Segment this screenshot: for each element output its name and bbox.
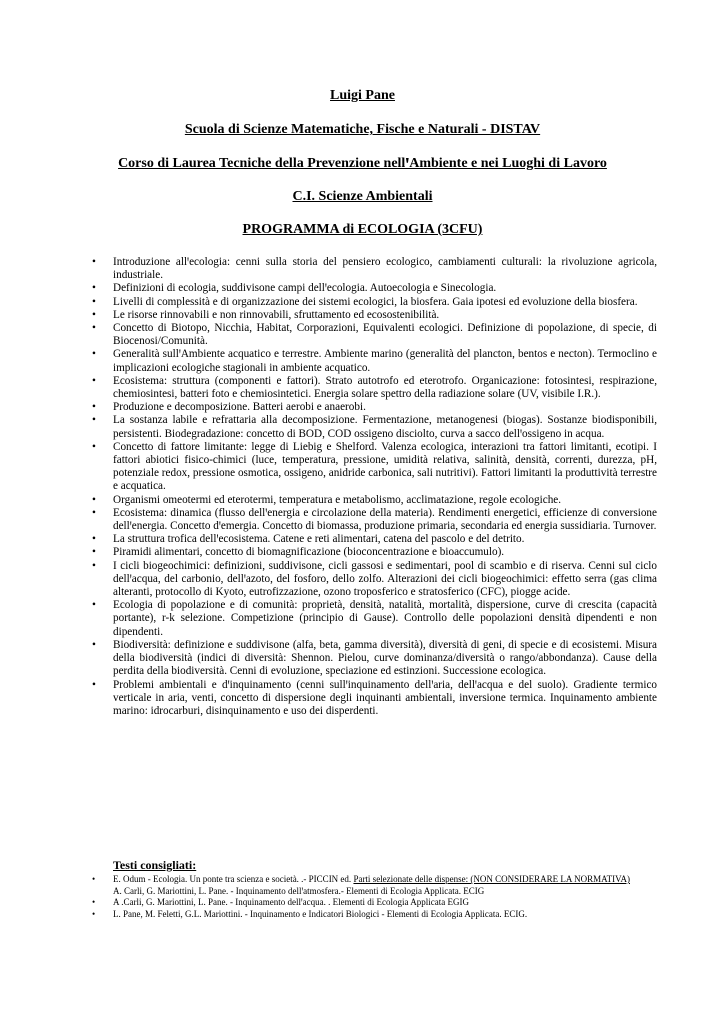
list-item: • Ecosistema: dinamica (flusso dellꞌenergia e circolazione della materia). Rendimenti energetici, efficienze di conversione dellꞌenergia. Concetto dꞌemergia. Concetto di biomassa, produzione primaria, secondaria ed energia sussidiaria. Turnover. bbox=[92, 507, 657, 533]
school-heading: Scuola di Scienze Matematiche, Fische e Naturali - DISTAV bbox=[184, 122, 541, 137]
list-item: • Produzione e decomposizione. Batteri aerobi e anaerobi. bbox=[92, 401, 657, 414]
list-item: • Biodiversità: definizione e suddivisone (alfa, beta, gamma diversità), diversità di geni, di specie e di ecosistemi. Misura della biodiversità (indici di diversità: Shennon. Pielou, curve dominanza/diversità o rango/abbondanza). Cause della perdita della biodiversità. Cenni di evoluzione, speciazione ed estinzioni. Successione ecologica. bbox=[92, 639, 657, 679]
list-item: • Definizioni di ecologia, suddivisone campi dellꞌecologia. Autoecologia e Sinecologia. bbox=[92, 282, 657, 295]
list-item: • Ecologia di popolazione e di comunità: proprietà, densità, natalità, mortalità, dispersione, curve di crescita (capacità portante), r-k selezione. Competizione (principio di Gause). Controllo delle popolazioni densità dipendenti e non dipendenti. bbox=[92, 599, 657, 639]
list-item: • I cicli biogeochimici: definizioni, suddivisone, cicli gassosi e sedimentari, pool di scambio e di riserva. Cenni sul ciclo dellꞌacqua, del carbonio, dellꞌazoto, del fosforo, dello zolfo. Alterazioni dei cicli biogeochimici: effetto serra (gas clima alteranti, protocollo di Kyoto, eutrofizzazione, ozono troposferico e stratosferico (CFC), piogge acide. bbox=[92, 560, 657, 600]
list-item: • Introduzione allꞌecologia: cenni sulla storia del pensiero ecologico, cambiamenti culturali: la rivoluzione agricola, industriale. bbox=[92, 256, 657, 282]
reference-item bbox=[92, 874, 637, 897]
author-heading: Luigi Pane bbox=[330, 88, 395, 103]
list-item: • Generalità sullꞌAmbiente acquatico e terrestre. Ambiente marino (generalità del plancton, bentos e necton). Termoclino e implicazioni ecologiche stagionali in ambiente acquatico. bbox=[92, 348, 657, 374]
list-item: • La struttura trofica dellꞌecosistema. Catene e reti alimentari, catena del pascolo e del detrito. bbox=[92, 533, 657, 546]
list-item: • Piramidi alimentari, concetto di biomagnificazione (bioconcentrazione e bioaccumulo). bbox=[92, 546, 657, 559]
list-item: • Le risorse rinnovabili e non rinnovabili, sfruttamento ed ecosostenibilità. bbox=[92, 309, 657, 322]
course-heading: Corso di Laurea Tecniche della Prevenzione nellꞌAmbiente e nei Luoghi di Lavoro bbox=[118, 156, 607, 171]
reference-item: • L. Pane, M. Feletti, G.L. Mariottini. - Inquinamento e Indicatori Biologici - Elementi di Ecologia Applicata. ECIG. bbox=[92, 909, 637, 921]
program-title: PROGRAMMA di ECOLOGIA (3CFU) bbox=[242, 222, 483, 237]
references-title: Testi consigliati: bbox=[113, 858, 197, 872]
list-item: • Livelli di complessità e di organizzazione dei sistemi ecologici, la biosfera. Gaia ipotesi ed evoluzione della biosfera. bbox=[92, 296, 657, 309]
list-item: • Problemi ambientali e dꞌinquinamento (cenni sullꞌinquinamento dellꞌaria, dellꞌacqua e del suolo). Gradiente termico verticale in aria, venti, concetto di dispersione degli inquinanti ambientali, inversione termica. Inquinamento ambiente marino: idrocarburi, disinquinamento e uso dei disperdenti. bbox=[92, 679, 657, 719]
list-item: • La sostanza labile e refrattaria alla decomposizione. Fermentazione, metanogenesi (biogas). Sostanze biodisponibili, persistenti. Biodegradazione: concetto di BOD, COD ossigeno disciolto, curva a sacco dellꞌossigeno in acqua. bbox=[92, 414, 657, 440]
reference-text: A. Carli, G. Mariottini, L. Pane. - Inquinamento dellꞌatmosfera.- Elementi di Ecologia Applicata. ECIG bbox=[113, 885, 485, 896]
topics-list bbox=[92, 256, 657, 718]
references-list bbox=[92, 874, 637, 920]
list-item: • Concetto di fattore limitante: legge di Liebig e Shelford. Valenza ecologica, interazioni tra fattori limitanti, ecotipi. I fattori abiotici fisico-chimici (luce, temperatura, pressione, umidità relativa, salinità, densità, correnti, durezza, pH, potenziale redox, pressione osmotica, ossigeno, anidride carbonica, sali nutritivi). Fattori limitanti la produttività terrestre e acquatica. bbox=[92, 441, 657, 494]
list-item: • Concetto di Biotopo, Nicchia, Habitat, Corporazioni, Equivalenti ecologici. Definizione di popolazione, di specie, di Biocenosi/Comunità. bbox=[92, 322, 657, 348]
reference-underlined-text: Parti selezionate delle dispense: (NON CONSIDERARE LA NORMATIVA) bbox=[353, 874, 630, 884]
list-item: • Organismi omeotermi ed eterotermi, temperatura e metabolismo, acclimatazione, regole ecologiche. bbox=[92, 494, 657, 507]
reference-item: • A .Carli, G. Mariottini, L. Pane. - Inquinamento dellꞌacqua. . Elementi di Ecologia Applicata EGIG bbox=[92, 897, 637, 909]
integrated-course-heading: C.I. Scienze Ambientali bbox=[292, 189, 433, 204]
list-item: • Ecosistema: struttura (componenti e fattori). Strato autotrofo ed eterotrofo. Organicazione: fotosintesi, respirazione, chemiosintesi, batteri foto e chemiosintetici. Energia solare spettro della radiazione solare (UV, visibile I.R.). bbox=[92, 375, 657, 401]
reference-text: E. Odum - Ecologia. Un ponte tra scienza e società. .- PICCIN ed. bbox=[113, 874, 354, 884]
